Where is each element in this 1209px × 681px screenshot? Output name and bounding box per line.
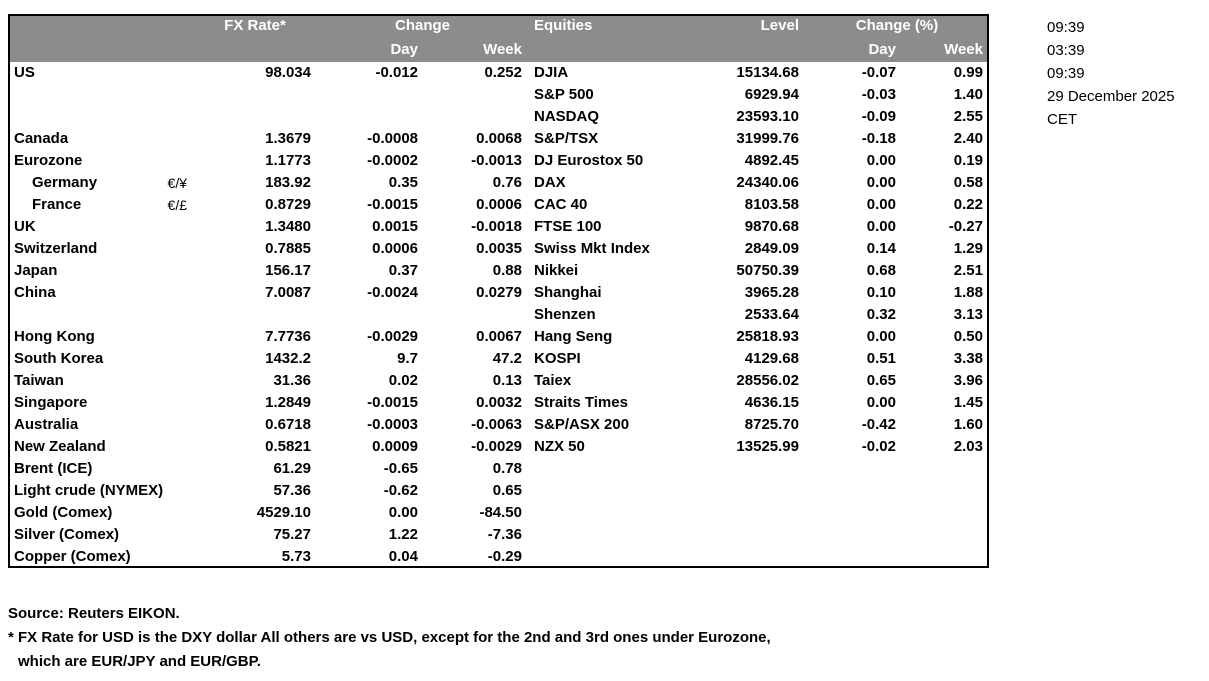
equity-name: Hang Seng [534,328,613,345]
fx-rate-value: 57.36 [273,482,311,499]
fx-rate-value [193,106,317,128]
equity-week-change: 0.50 [953,328,983,345]
market-data-table [8,14,989,568]
fx-day-change [317,106,424,128]
fx-week-change: -0.29 [487,548,522,565]
currency-pair-symbol: €/£ [167,197,187,213]
equity-day-change [805,524,902,546]
row-label [8,260,193,282]
table-row [8,106,989,128]
row-label [8,238,193,260]
row-label-text: Germany [32,174,98,191]
row-label-text: Japan [14,262,58,279]
fx-rate-value: 0.6718 [265,416,311,433]
table-row [8,326,989,348]
row-label [8,216,193,238]
fx-week-change [424,106,528,128]
equity-name: CAC 40 [534,196,588,213]
fx-rate-value: 1.2849 [265,394,311,411]
row-label [8,194,193,216]
table-row [8,282,989,304]
equity-level: 13525.99 [736,438,799,455]
equity-name: Swiss Mkt Index [534,240,650,257]
table-row [8,84,989,106]
equity-week-change [902,458,989,480]
equity-level [678,546,805,568]
fx-rate-value: 1432.2 [265,350,311,367]
equity-name: KOSPI [534,350,581,367]
row-label-text: Canada [14,130,69,147]
table-row [8,62,989,84]
row-label-text: Taiwan [14,372,64,389]
header-row-2 [8,38,989,62]
clock-block [1047,16,1175,131]
equity-level [678,480,805,502]
fx-day-change: -0.62 [383,482,418,499]
fx-week-change: -0.0063 [471,416,522,433]
row-label [8,348,193,370]
fx-day-change: -0.0015 [367,394,418,411]
row-label-text: Gold (Comex) [14,504,113,521]
equity-level: 8103.58 [744,196,799,213]
fx-day-change: -0.0029 [367,328,418,345]
equity-name: S&P/ASX 200 [534,416,630,433]
equity-level: 2533.64 [744,306,799,323]
table-row [8,216,989,238]
clock-line-2: 03:39 [1047,42,1085,59]
row-label [8,458,193,480]
fx-rate-value: 1.1773 [265,152,311,169]
fx-week-change: 0.0067 [476,328,522,345]
equity-week-change: 3.13 [953,306,983,323]
row-label-text: Switzerland [14,240,98,257]
equity-level: 25818.93 [736,328,799,345]
equity-level: 9870.68 [744,218,799,235]
table-row [8,414,989,436]
equity-level: 31999.76 [736,130,799,147]
table-row [8,194,989,216]
fx-day-change: -0.0008 [367,130,418,147]
fx-rate-value: 0.8729 [265,196,311,213]
clock-timezone: CET [1047,111,1077,128]
row-label [8,370,193,392]
equity-day-change: 0.10 [866,284,896,301]
fx-day-change: 0.0015 [372,218,418,235]
currency-pair-symbol: €/¥ [167,175,187,191]
fx-week-change: 0.0035 [476,240,522,257]
equity-name: DJIA [534,64,569,81]
equity-week-change: 1.60 [953,416,983,433]
row-label-text: UK [14,218,36,235]
fx-rate-value: 7.7736 [265,328,311,345]
equity-week-change: 0.22 [953,196,983,213]
table-border-top [8,14,989,16]
table-row [8,128,989,150]
fx-week-change: 47.2 [492,350,522,367]
fx-week-change: 0.252 [484,64,522,81]
equity-name: S&P/TSX [534,130,599,147]
table-border-right [987,14,989,568]
table-row [8,348,989,370]
equity-name: Taiex [534,372,572,389]
row-label [8,524,193,546]
header-spacer-3 [678,38,805,62]
fx-day-change: 0.0006 [372,240,418,257]
row-label [8,282,193,304]
row-label-text: New Zealand [14,438,106,455]
fx-rate-value: 4529.10 [256,504,311,521]
row-label [8,172,193,194]
equity-week-change: 3.38 [953,350,983,367]
equity-day-change [805,480,902,502]
equity-week-change: 1.29 [953,240,983,257]
row-label [8,326,193,348]
row-label-text: Hong Kong [14,328,95,345]
equity-name: DAX [534,174,566,191]
equity-name [528,546,678,568]
equity-day-change: 0.00 [866,196,896,213]
equity-name: DJ Eurostox 50 [534,152,644,169]
fx-week-change: -84.50 [479,504,522,521]
table-row [8,260,989,282]
fx-day-change: 0.0009 [372,438,418,455]
equity-level: 6929.94 [744,86,799,103]
equity-level: 15134.68 [736,64,799,81]
row-label-text: US [14,64,35,81]
equity-level [678,458,805,480]
equity-name: NASDAQ [534,108,600,125]
fx-week-change: 0.76 [492,174,522,191]
equity-level: 3965.28 [744,284,799,301]
row-label-text: Copper (Comex) [14,548,131,565]
row-label [8,436,193,458]
equity-day-change [805,546,902,568]
equity-day-change: -0.18 [861,130,896,147]
fx-rate-value: 1.3679 [265,130,311,147]
fx-week-change: -0.0013 [471,152,522,169]
fx-rate-value: 5.73 [281,548,311,565]
table-row [8,480,989,502]
fx-rate-value: 183.92 [265,174,311,191]
header-week: Week [424,38,528,62]
equity-day-change: 0.00 [866,152,896,169]
fx-day-change: 0.04 [388,548,418,565]
equity-level [678,524,805,546]
table-row [8,172,989,194]
fx-rate-value: 7.0087 [265,284,311,301]
equity-week-change: 1.88 [953,284,983,301]
fx-week-change: -0.0029 [471,438,522,455]
header-fx-rate: FX Rate* [193,14,317,38]
equity-week-change: 2.40 [953,130,983,147]
row-label [8,84,193,106]
fx-rate-value: 0.7885 [265,240,311,257]
fx-day-change [317,304,424,326]
equity-name: S&P 500 [534,86,594,103]
equity-day-change: 0.65 [866,372,896,389]
equity-name: NZX 50 [534,438,585,455]
equity-day-change: -0.02 [861,438,896,455]
fx-note-line-2: which are EUR/JPY and EUR/GBP. [18,653,261,670]
fx-rate-value: 31.36 [273,372,311,389]
equity-week-change: 2.03 [953,438,983,455]
table-row [8,304,989,326]
equity-week-change: 1.40 [953,86,983,103]
fx-week-change: 0.78 [492,460,522,477]
equity-week-change: -0.27 [948,218,983,235]
equity-week-change [902,524,989,546]
header-eq-week: Week [902,38,989,62]
equity-week-change: 3.96 [953,372,983,389]
equity-level: 50750.39 [736,262,799,279]
fx-week-change: 0.13 [492,372,522,389]
fx-day-change: -0.65 [383,460,418,477]
row-label [8,414,193,436]
equity-level [678,502,805,524]
equity-day-change: -0.09 [861,108,896,125]
table-row [8,524,989,546]
fx-rate-value: 1.3480 [265,218,311,235]
equity-day-change: 0.14 [866,240,896,257]
row-label [8,480,193,502]
equity-day-change: 0.32 [866,306,896,323]
fx-day-change: 0.35 [388,174,418,191]
table-border-bottom [8,566,989,568]
table-row [8,150,989,172]
table-row [8,546,989,568]
equity-week-change: 0.19 [953,152,983,169]
fx-week-change [424,84,528,106]
fx-week-change: 0.0068 [476,130,522,147]
row-label-text: Singapore [14,394,88,411]
header-blank-2 [8,38,193,62]
equity-day-change: -0.42 [861,416,896,433]
equity-week-change: 2.51 [953,262,983,279]
equity-day-change: -0.07 [861,64,896,81]
equity-week-change: 1.45 [953,394,983,411]
equity-day-change: 0.51 [866,350,896,367]
fx-rate-value: 98.034 [265,64,311,81]
equity-name: FTSE 100 [534,218,602,235]
fx-day-change: 9.7 [397,350,418,367]
fx-day-change: -0.0015 [367,196,418,213]
header-spacer [193,38,317,62]
equity-day-change [805,502,902,524]
clock-line-1: 09:39 [1047,19,1085,36]
table-header [8,14,989,62]
equity-day-change: 0.00 [866,174,896,191]
fx-day-change: -0.0002 [367,152,418,169]
row-label-text: France [32,196,82,213]
row-label [8,62,193,84]
table-row [8,238,989,260]
fx-week-change: 0.88 [492,262,522,279]
header-change: Change [317,14,528,38]
fx-rate-value: 0.5821 [265,438,311,455]
row-label [8,106,193,128]
fx-day-change [317,84,424,106]
equity-name: Straits Times [534,394,628,411]
equity-level: 2849.09 [744,240,799,257]
equity-week-change: 2.55 [953,108,983,125]
equity-name [528,524,678,546]
table-row [8,392,989,414]
equity-level: 4129.68 [744,350,799,367]
clock-line-3: 09:39 [1047,65,1085,82]
equity-week-change [902,546,989,568]
equity-name: Shenzen [534,306,596,323]
fx-rate-value: 61.29 [273,460,311,477]
equity-day-change: -0.03 [861,86,896,103]
equity-level: 4636.15 [744,394,799,411]
table-body [8,62,989,568]
row-label [8,546,193,568]
equity-level: 8725.70 [744,416,799,433]
header-row-1 [8,14,989,38]
row-label [8,128,193,150]
fx-day-change: 1.22 [388,526,418,543]
row-label-text: Silver (Comex) [14,526,120,543]
fx-week-change: 0.0006 [476,196,522,213]
equity-week-change [902,480,989,502]
table-row [8,458,989,480]
fx-day-change: 0.00 [388,504,418,521]
table-row [8,502,989,524]
header-eq-day: Day [805,38,902,62]
fx-week-change: 0.0279 [476,284,522,301]
fx-day-change: 0.37 [388,262,418,279]
row-label-text: Light crude (NYMEX) [14,482,164,499]
equity-name: Nikkei [534,262,579,279]
footnotes [8,602,771,674]
equity-name [528,480,678,502]
fx-rate-value: 156.17 [265,262,311,279]
table-row [8,436,989,458]
row-label-text: Brent (ICE) [14,460,93,477]
equity-level: 28556.02 [736,372,799,389]
fx-week-change: -7.36 [487,526,522,543]
equity-day-change: 0.00 [866,394,896,411]
fx-note-line-1: * FX Rate for USD is the DXY dollar All others are vs USD, except for the 2nd and 3rd ones under Eurozone, [8,629,771,646]
row-label-text: China [14,284,56,301]
header-blank [8,14,193,38]
equity-day-change: 0.68 [866,262,896,279]
equity-week-change: 0.99 [953,64,983,81]
equity-week-change [902,502,989,524]
equity-day-change [805,458,902,480]
table-row [8,370,989,392]
fx-day-change: -0.012 [375,64,418,81]
equity-level: 4892.45 [744,152,799,169]
row-label [8,392,193,414]
equity-name [528,502,678,524]
equity-day-change: 0.00 [866,218,896,235]
header-change-pct: Change (%) [805,14,989,38]
clock-date: 29 December 2025 [1047,88,1175,105]
fx-rate-value [193,84,317,106]
header-day: Day [317,38,424,62]
fx-rate-value [193,304,317,326]
fx-day-change: -0.0024 [367,284,418,301]
row-label [8,304,193,326]
equity-level: 24340.06 [736,174,799,191]
fx-week-change: 0.65 [492,482,522,499]
fx-week-change: -0.0018 [471,218,522,235]
fx-rate-value: 75.27 [273,526,311,543]
header-equities: Equities [528,14,678,38]
header-level: Level [678,14,805,38]
fx-day-change: -0.0003 [367,416,418,433]
equity-level: 23593.10 [736,108,799,125]
row-label [8,502,193,524]
fx-day-change: 0.02 [388,372,418,389]
equity-name: Shanghai [534,284,602,301]
equity-name [528,458,678,480]
header-spacer-2 [528,38,678,62]
row-label-text: South Korea [14,350,104,367]
fx-week-change [424,304,528,326]
equity-week-change: 0.58 [953,174,983,191]
row-label [8,150,193,172]
source-note: Source: Reuters EIKON. [8,605,180,622]
row-label-text: Eurozone [14,152,83,169]
fx-week-change: 0.0032 [476,394,522,411]
equity-day-change: 0.00 [866,328,896,345]
table-border-left [8,14,10,568]
row-label-text: Australia [14,416,79,433]
